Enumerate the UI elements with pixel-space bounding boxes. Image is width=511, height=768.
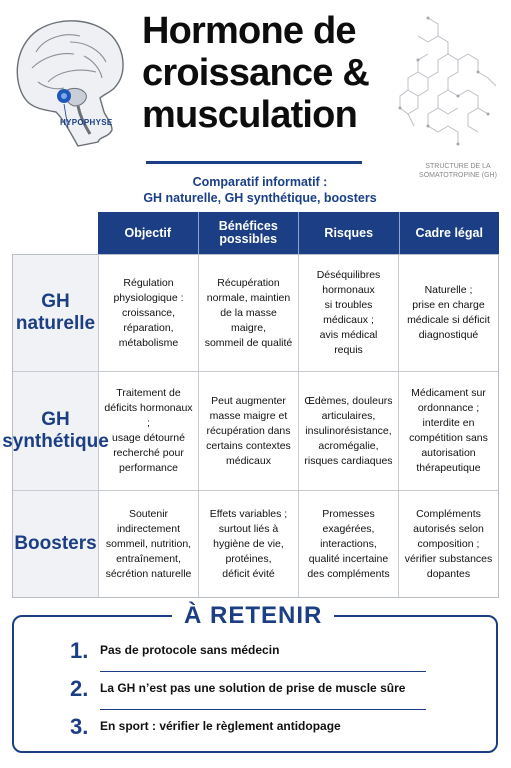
page-title	[142, 10, 392, 136]
table-cell	[299, 255, 399, 371]
table-row	[2, 372, 498, 491]
cell-line: croissance,	[121, 306, 176, 319]
title-divider	[146, 161, 362, 164]
column-header: Cadre légal	[415, 225, 483, 240]
title-line: musculation	[142, 94, 358, 136]
caption-line: SOMATOTROPINE (GH)	[419, 172, 497, 179]
table-cell	[199, 255, 299, 371]
row-header: GH synthétique	[13, 372, 99, 490]
table-cell	[399, 491, 498, 597]
cell-line: protéines,	[225, 552, 272, 565]
cell-line: certains contextes	[206, 439, 291, 452]
molecule-structure-icon	[388, 8, 506, 158]
table-cell	[99, 491, 199, 597]
takeaway-divider	[100, 709, 426, 710]
pituitary-label: HYPOPHYSE	[60, 118, 113, 127]
takeaway-item	[70, 637, 430, 675]
cell-text	[204, 276, 293, 351]
cell-line: thérapeutique	[416, 462, 481, 474]
takeaway-number: 3.	[70, 714, 89, 739]
cell-line: entraînement,	[116, 552, 181, 565]
table-cell	[399, 255, 498, 371]
cell-text	[307, 507, 389, 582]
cell-line: de la masse maigre,	[220, 306, 277, 334]
cell-line: autorisation	[421, 447, 476, 459]
column-header: Objectif	[98, 212, 199, 254]
cell-line: Naturelle ;	[424, 284, 473, 296]
cell-line: prise en charge	[412, 299, 485, 311]
cell-text	[304, 268, 393, 358]
cell-line: composition ;	[417, 537, 480, 550]
table-row	[13, 491, 498, 597]
table-cell	[199, 491, 299, 597]
table-cell	[399, 372, 498, 490]
takeaway-number: 1.	[70, 638, 89, 663]
page-subtitle	[120, 174, 400, 206]
caption-line: STRUCTURE DE LA	[425, 163, 491, 170]
cell-line: qualité incertaine	[308, 552, 389, 565]
column-header: Risques	[299, 212, 400, 254]
row-header: GH naturelle	[13, 255, 99, 371]
table-cell	[99, 372, 199, 490]
takeaway-number: 2.	[70, 676, 89, 701]
takeaway-text: En sport : vérifier le règlement antidopage	[100, 719, 341, 733]
table-cell	[99, 255, 199, 371]
cell-line: articulaires,	[321, 409, 376, 422]
cell-text	[206, 394, 291, 469]
brain-illustration-icon	[8, 12, 132, 152]
cell-line: récupération dans	[206, 424, 291, 437]
cell-text	[407, 283, 490, 343]
subtitle-line: Comparatif informatif :	[192, 175, 328, 189]
cell-line: vérifier substances	[404, 552, 493, 565]
table-cell	[299, 372, 399, 490]
cell-line: avis médical requis	[319, 329, 378, 356]
cell-line: déficit évité	[222, 567, 275, 580]
cell-line: indirectement	[116, 522, 181, 535]
cell-line: performance	[119, 462, 178, 474]
cell-line: Déséquilibres	[316, 269, 381, 281]
cell-line: risques cardiaques	[304, 454, 393, 467]
table-cell	[199, 372, 299, 490]
cell-line: surtout liés à	[218, 522, 279, 535]
cell-line: Peut augmenter	[211, 394, 286, 407]
cell-line: sécrétion naturelle	[105, 567, 192, 580]
cell-line: physiologique :	[113, 291, 184, 304]
cell-text	[104, 386, 193, 476]
cell-line: usage détourné	[112, 432, 185, 444]
molecule-caption	[410, 162, 506, 180]
cell-line: Promesses	[322, 507, 375, 520]
takeaway-text: Pas de protocole sans médecin	[100, 643, 280, 657]
table-body	[2, 254, 499, 598]
cell-line: interactions,	[320, 537, 377, 550]
cell-text	[106, 507, 192, 582]
cell-line: Effets variables ;	[209, 507, 288, 520]
cell-line: réparation,	[123, 321, 174, 334]
cell-line: Médicament sur	[411, 387, 486, 399]
column-header: Bénéfices possibles	[199, 212, 300, 254]
takeaway-text: La GH n’est pas une solution de prise de muscle sûre	[100, 681, 406, 695]
cell-line: déficits hormonaux ;	[104, 402, 193, 429]
takeaway-item	[70, 713, 430, 751]
cell-line: diagnostiqué	[418, 329, 479, 341]
subtitle-line: GH naturelle, GH synthétique, boosters	[143, 191, 377, 205]
cell-line: Régulation	[123, 276, 174, 289]
cell-line: interdite en	[422, 417, 475, 429]
cell-text	[409, 386, 488, 476]
cell-line: masse maigre et	[209, 409, 288, 422]
table-row	[13, 255, 498, 372]
cell-line: ordonnance ;	[417, 402, 480, 414]
cell-line: insulinorésistance,	[305, 424, 392, 437]
cell-line: sommeil de qualité	[204, 336, 293, 349]
table-cell	[299, 491, 399, 597]
cell-line: dopantes	[426, 567, 471, 580]
row-header: Boosters	[13, 491, 99, 597]
title-line: Hormone de	[142, 10, 356, 52]
cell-line: Soutenir	[128, 507, 169, 520]
cell-line: exagérées,	[322, 522, 375, 535]
cell-text	[405, 507, 493, 582]
cell-text	[113, 276, 183, 351]
cell-line: des compléments	[307, 567, 390, 580]
cell-line: médicale si déficit	[407, 314, 490, 326]
table-header	[98, 212, 499, 254]
cell-line: sommeil, nutrition,	[105, 537, 192, 550]
cell-line: compétition sans	[409, 432, 488, 444]
cell-line: recherché pour	[113, 447, 184, 459]
takeaway-divider	[100, 671, 426, 672]
cell-line: Traitement de	[116, 387, 181, 399]
cell-line: hygiène de vie,	[213, 537, 284, 550]
cell-line: Œdèmes, douleurs	[304, 394, 393, 407]
cell-text	[210, 507, 287, 582]
cell-line: métabolisme	[118, 336, 179, 349]
cell-line: Compléments	[416, 507, 481, 520]
takeaways-title: À RETENIR	[172, 602, 334, 630]
title-line: croissance &	[142, 52, 369, 94]
cell-line: autorisés selon	[413, 522, 484, 535]
cell-line: Récupération	[217, 276, 280, 289]
cell-text	[304, 394, 392, 469]
key-takeaways-box	[12, 602, 498, 753]
takeaway-item	[70, 675, 430, 713]
cell-line: hormonaux	[322, 284, 375, 296]
cell-line: si troubles médicaux ;	[323, 299, 374, 326]
cell-line: normale, maintien	[206, 291, 291, 304]
cell-line: acromégalie,	[318, 439, 379, 452]
cell-line: médicaux	[226, 454, 271, 467]
